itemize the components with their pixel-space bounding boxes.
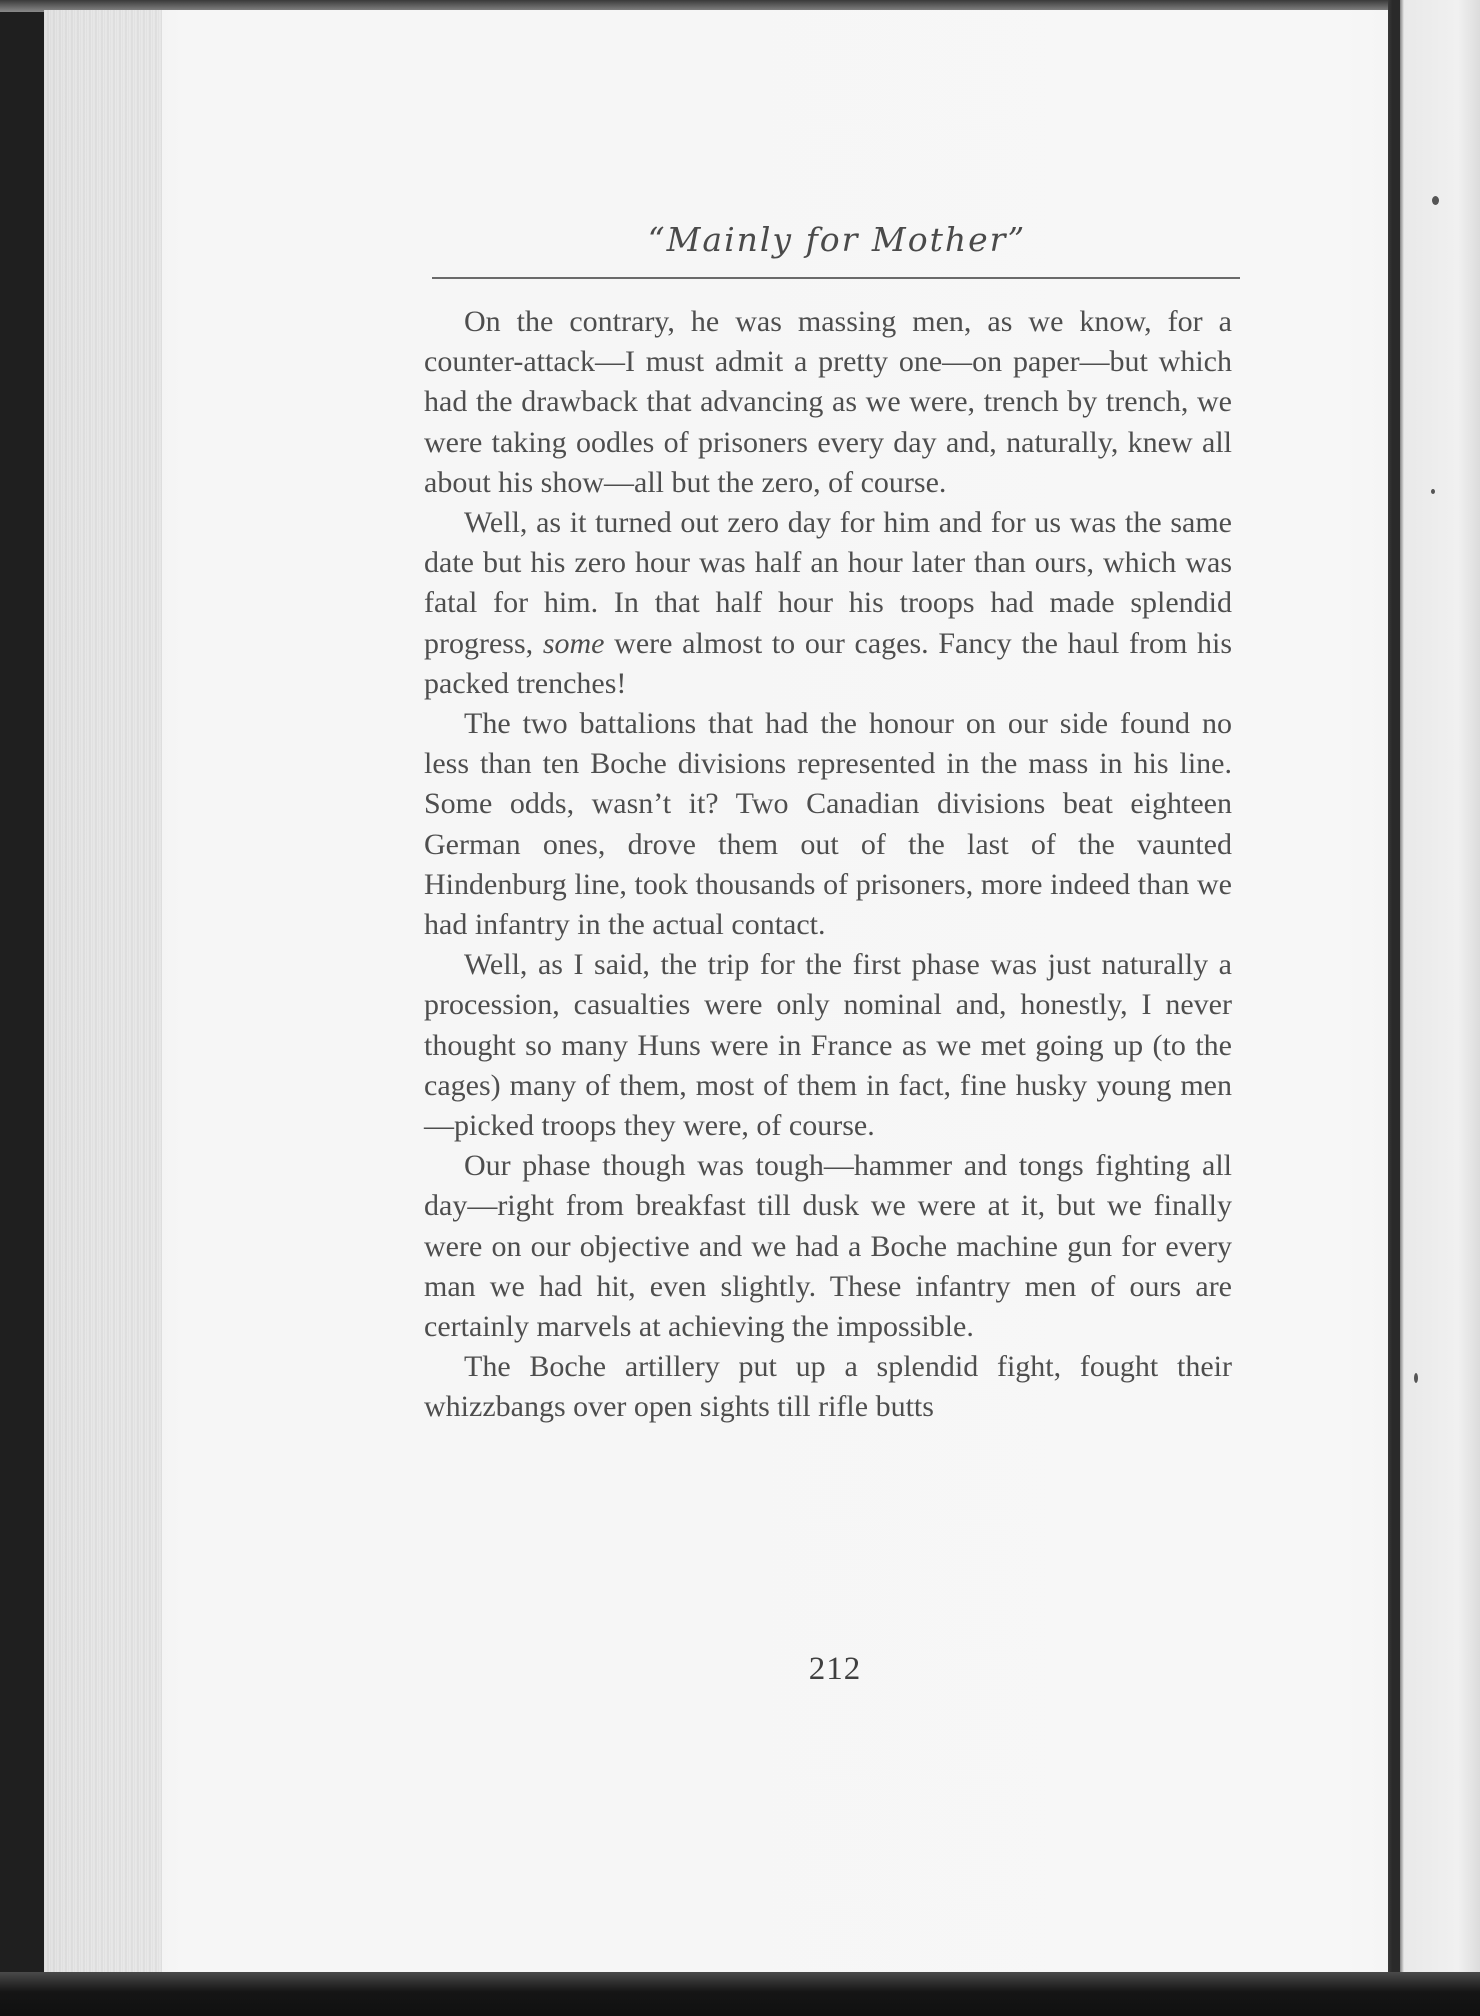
binding-shadow — [1392, 0, 1400, 2016]
dust-speck — [1431, 489, 1435, 494]
paragraph-5: Our phase though was tough—hammer and tongs fighting all day—right from breakfast till dusk we were at it, but we finally were on our objective and we had a Boche machine gun for every man we had hit, even slightly. These infantry men of ours are certainly marvels at achieving the impossible. — [424, 1149, 1232, 1344]
paragraph-6: The Boche artillery put up a splendid fight, fought their whizzbangs over open sights till rifle butts — [424, 1350, 1232, 1424]
header-rule — [432, 277, 1240, 279]
scan-bottom-edge — [0, 1972, 1480, 2016]
paragraph-3: The two battalions that had the honour on our side found no less than ten Boche divisions represented in the mass in his line. Some odds, wasn’t it? Two Canadian divisions beat eighteen German ones, drove them out of the last of the vaunted Hindenburg line, took thousands of prisoners, more indeed than we had infantry in the actual contact. — [424, 707, 1232, 942]
paragraph-2-lead: Well, as it turned out zero day for him and for us was the same date but his zero hour was half an hour later than ours, which was fatal for him. In that half hour his troops had made splendid progress, — [424, 506, 1232, 660]
dust-speck — [1432, 196, 1439, 205]
paragraph-4: Well, as I said, the trip for the first phase was just naturally a procession, casualties were only nominal and, honestly, I never thought so many Huns were in France as we met going up (to the cages) many of them, most of them in fact, fine husky young men—picked troops they were, of course. — [424, 948, 1232, 1143]
running-head: “Mainly for Mother” — [647, 220, 1027, 259]
body-text — [424, 302, 1232, 1428]
paragraph-2 — [424, 503, 1232, 704]
page-number: 212 — [808, 1651, 862, 1687]
dust-speck — [1414, 1373, 1418, 1383]
page-stack-edge — [44, 10, 162, 1980]
paragraph-2-tail: were almost to our cages. Fancy the haul from his packed trenches! — [424, 626, 1233, 700]
book-binding-edge — [1388, 0, 1480, 2016]
paragraph-2-italic: some — [542, 626, 605, 660]
paragraph-1: On the contrary, he was massing men, as we know, for a counter-attack—I must admit a pretty one—on paper—but which had the drawback that advancing as we were, trench by trench, we were taking oodles of prisoners every day and, naturally, knew all about his show—all but the zero, of course. — [424, 305, 1232, 499]
